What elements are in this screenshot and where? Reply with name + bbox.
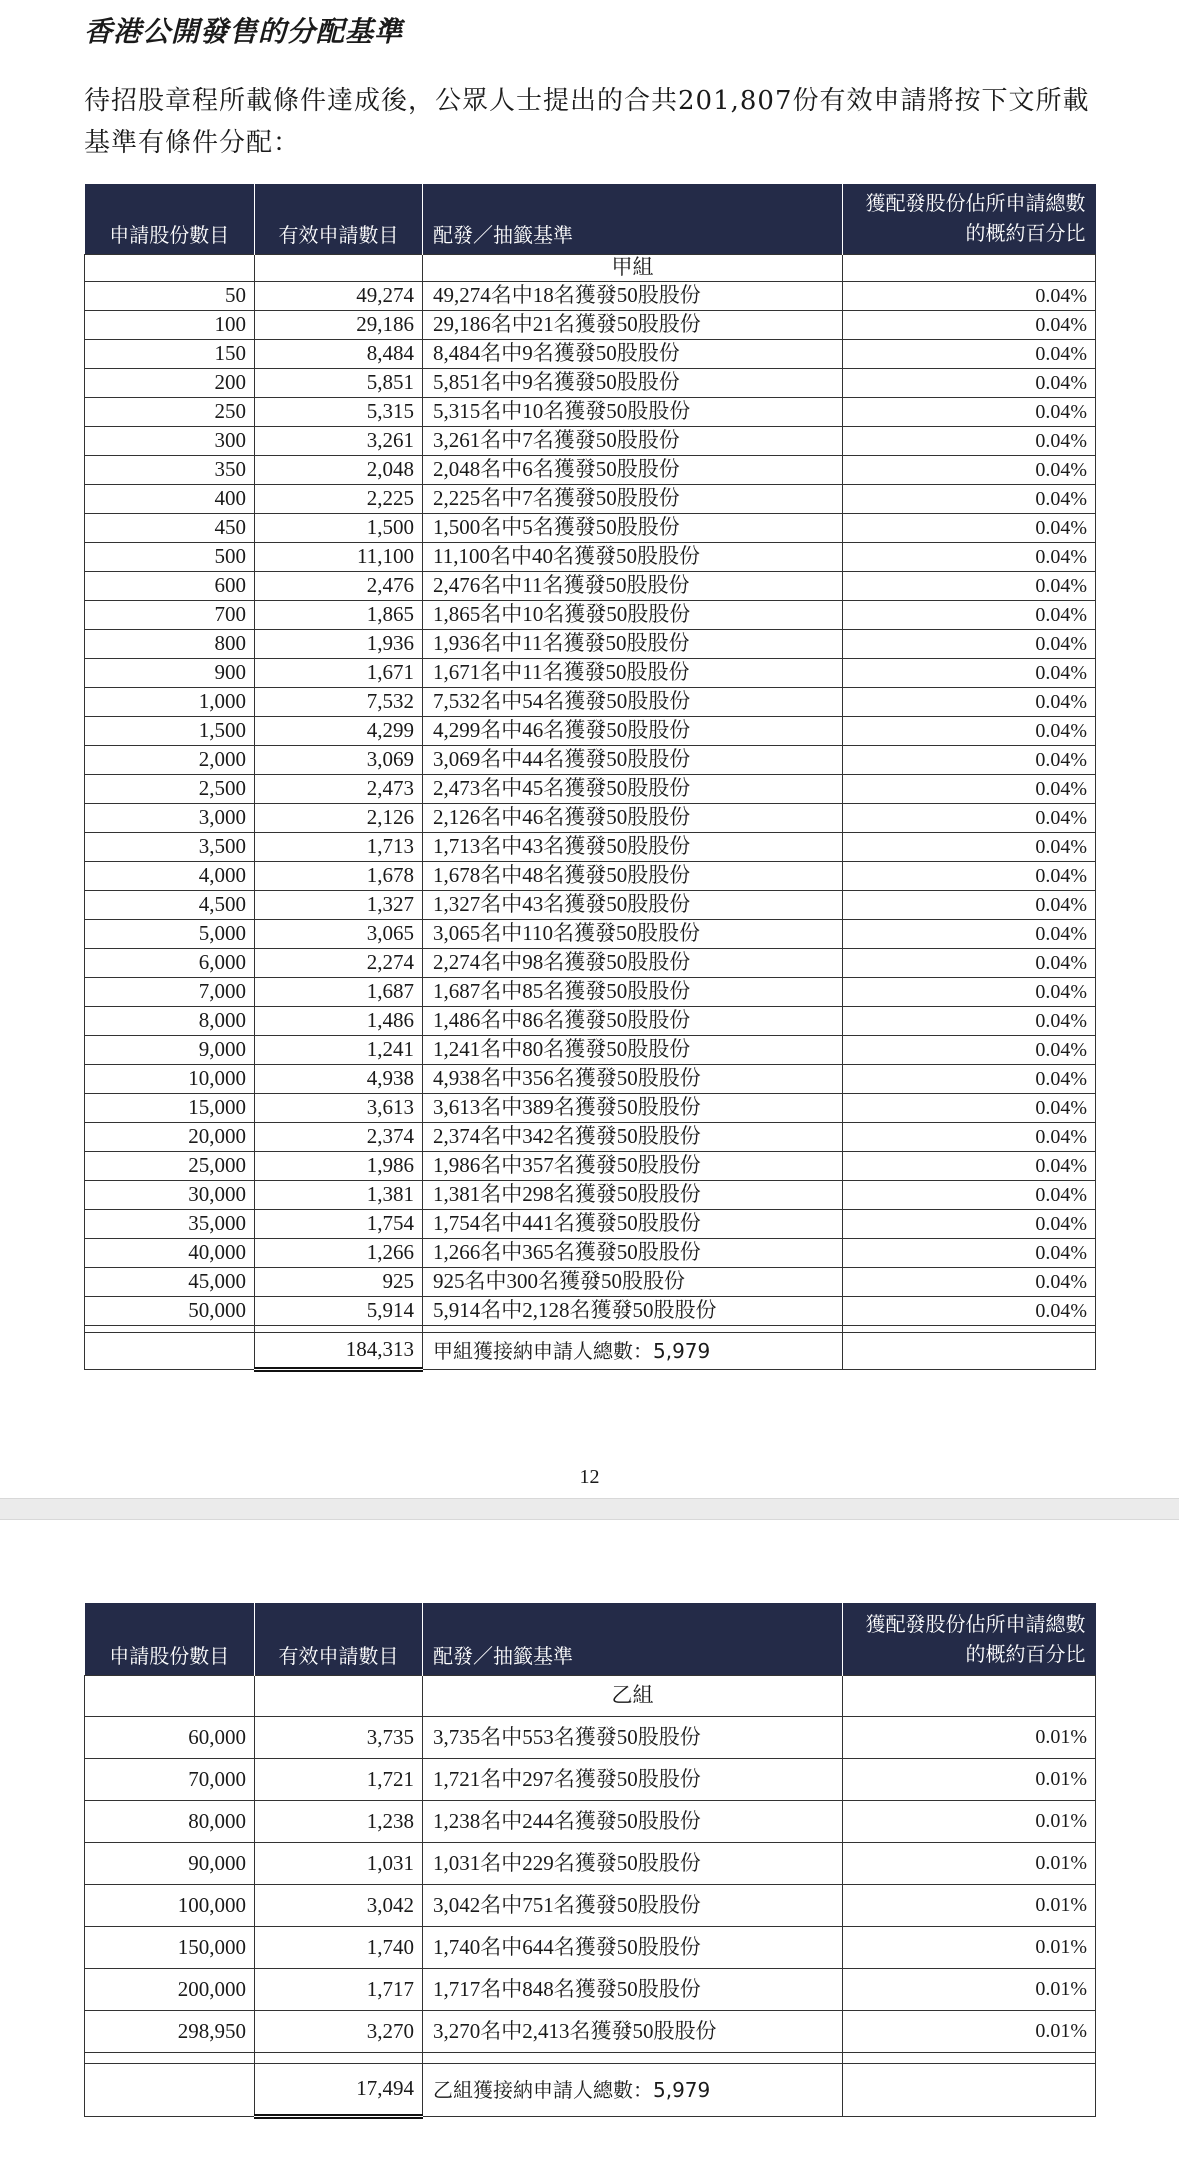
header-pct-line1: 獲配發股份佔所申請總數 — [865, 190, 1086, 215]
basis-cell: 1,754名中441名獲發50股股份 — [423, 1209, 843, 1238]
header-valid-applications: 有效申請數目 — [255, 1603, 423, 1675]
basis-cell: 2,274名中98名獲發50股股份 — [423, 948, 843, 977]
shares-cell: 100 — [85, 310, 255, 339]
table-row — [85, 1151, 1096, 1180]
table-row — [85, 339, 1096, 368]
table-row — [85, 600, 1096, 629]
applications-cell: 3,270 — [255, 2010, 423, 2052]
percentage-cell: 0.04% — [843, 919, 1096, 948]
percentage-cell: 0.04% — [843, 1122, 1096, 1151]
basis-cell: 1,687名中85名獲發50股股份 — [423, 977, 843, 1006]
group-a-label: 甲組 — [423, 254, 843, 281]
header-allocation-basis: 配發／抽籤基準 — [423, 1603, 843, 1675]
header-shares-applied: 申請股份數目 — [85, 1603, 255, 1675]
percentage-cell: 0.04% — [843, 1209, 1096, 1238]
section-title: 香港公開發售的分配基準 — [84, 15, 404, 48]
table-row — [85, 948, 1096, 977]
percentage-cell: 0.01% — [843, 2010, 1096, 2052]
header-allocation-percentage — [843, 1603, 1096, 1675]
basis-cell: 925名中300名獲發50股股份 — [423, 1267, 843, 1296]
applications-cell: 2,476 — [255, 571, 423, 600]
header-valid-applications: 有效申請數目 — [255, 184, 423, 254]
percentage-cell: 0.04% — [843, 455, 1096, 484]
basis-cell: 1,721名中297名獲發50股股份 — [423, 1758, 843, 1800]
percentage-cell: 0.04% — [843, 1093, 1096, 1122]
applications-cell: 3,613 — [255, 1093, 423, 1122]
basis-cell: 11,100名中40名獲發50股股份 — [423, 542, 843, 571]
allocation-table-group-a — [84, 184, 1096, 1372]
basis-cell: 49,274名中18名獲發50股股份 — [423, 281, 843, 310]
shares-cell: 4,500 — [85, 890, 255, 919]
basis-cell: 7,532名中54名獲發50股股份 — [423, 687, 843, 716]
percentage-cell: 0.04% — [843, 687, 1096, 716]
percentage-cell: 0.01% — [843, 1926, 1096, 1968]
shares-cell: 90,000 — [85, 1842, 255, 1884]
table-row — [85, 1800, 1096, 1842]
basis-cell: 1,486名中86名獲發50股股份 — [423, 1006, 843, 1035]
shares-cell: 200 — [85, 368, 255, 397]
table-header-row — [85, 184, 1096, 254]
applications-cell: 2,374 — [255, 1122, 423, 1151]
table-row — [85, 774, 1096, 803]
applications-cell: 1,865 — [255, 600, 423, 629]
page-number: 12 — [579, 1466, 600, 1488]
applications-cell: 5,914 — [255, 1296, 423, 1325]
table-row — [85, 484, 1096, 513]
table-row — [85, 803, 1096, 832]
table-spacer-row — [85, 2052, 1096, 2063]
applications-cell: 2,048 — [255, 455, 423, 484]
basis-cell: 3,065名中110名獲發50股股份 — [423, 919, 843, 948]
percentage-cell: 0.04% — [843, 774, 1096, 803]
shares-cell: 9,000 — [85, 1035, 255, 1064]
shares-cell: 298,950 — [85, 2010, 255, 2052]
applications-cell: 7,532 — [255, 687, 423, 716]
shares-cell: 25,000 — [85, 1151, 255, 1180]
table-row — [85, 1006, 1096, 1035]
table-row — [85, 1758, 1096, 1800]
percentage-cell: 0.04% — [843, 1151, 1096, 1180]
shares-cell: 2,500 — [85, 774, 255, 803]
shares-cell: 40,000 — [85, 1238, 255, 1267]
table-row — [85, 1209, 1096, 1238]
percentage-cell: 0.04% — [843, 542, 1096, 571]
table-row — [85, 1064, 1096, 1093]
shares-cell: 450 — [85, 513, 255, 542]
basis-cell: 1,238名中244名獲發50股股份 — [423, 1800, 843, 1842]
applications-cell: 1,713 — [255, 832, 423, 861]
applications-cell: 1,486 — [255, 1006, 423, 1035]
table-row — [85, 687, 1096, 716]
applications-cell: 1,986 — [255, 1151, 423, 1180]
table-row — [85, 455, 1096, 484]
applications-cell: 2,473 — [255, 774, 423, 803]
shares-cell: 80,000 — [85, 1800, 255, 1842]
basis-cell: 3,735名中553名獲發50股股份 — [423, 1716, 843, 1758]
percentage-cell: 0.04% — [843, 368, 1096, 397]
table-spacer-row — [85, 1325, 1096, 1332]
percentage-cell: 0.04% — [843, 397, 1096, 426]
basis-cell: 1,713名中43名獲發50股股份 — [423, 832, 843, 861]
applications-cell: 4,938 — [255, 1064, 423, 1093]
basis-cell: 1,865名中10名獲發50股股份 — [423, 600, 843, 629]
total-applications: 17,494 — [255, 2063, 423, 2116]
basis-cell: 2,225名中7名獲發50股股份 — [423, 484, 843, 513]
applications-cell: 1,717 — [255, 1968, 423, 2010]
applications-cell: 1,327 — [255, 890, 423, 919]
basis-cell: 1,717名中848名獲發50股股份 — [423, 1968, 843, 2010]
percentage-cell: 0.04% — [843, 281, 1096, 310]
table-row — [85, 1296, 1096, 1325]
table-row — [85, 1842, 1096, 1884]
applications-cell: 1,500 — [255, 513, 423, 542]
applications-cell: 1,381 — [255, 1180, 423, 1209]
group-label-row — [85, 1675, 1096, 1716]
table-row — [85, 1926, 1096, 1968]
header-pct-line2: 的概約百分比 — [965, 1641, 1086, 1666]
shares-cell: 400 — [85, 484, 255, 513]
applications-cell: 1,266 — [255, 1238, 423, 1267]
table-row — [85, 1180, 1096, 1209]
table-row — [85, 281, 1096, 310]
basis-cell: 3,042名中751名獲發50股股份 — [423, 1884, 843, 1926]
table-row — [85, 1035, 1096, 1064]
applications-cell: 1,031 — [255, 1842, 423, 1884]
applications-cell: 5,315 — [255, 397, 423, 426]
percentage-cell: 0.04% — [843, 1296, 1096, 1325]
shares-cell: 30,000 — [85, 1180, 255, 1209]
table-row — [85, 890, 1096, 919]
basis-cell: 2,476名中11名獲發50股股份 — [423, 571, 843, 600]
basis-cell: 3,613名中389名獲發50股股份 — [423, 1093, 843, 1122]
applications-cell: 1,740 — [255, 1926, 423, 1968]
shares-cell: 800 — [85, 629, 255, 658]
table-row — [85, 919, 1096, 948]
table-total-row — [85, 2063, 1096, 2116]
percentage-cell: 0.04% — [843, 1267, 1096, 1296]
percentage-cell: 0.01% — [843, 1842, 1096, 1884]
basis-cell: 3,069名中44名獲發50股股份 — [423, 745, 843, 774]
basis-cell: 4,938名中356名獲發50股股份 — [423, 1064, 843, 1093]
shares-cell: 45,000 — [85, 1267, 255, 1296]
shares-cell: 35,000 — [85, 1209, 255, 1238]
percentage-cell: 0.04% — [843, 629, 1096, 658]
basis-cell: 8,484名中9名獲發50股股份 — [423, 339, 843, 368]
table-row — [85, 426, 1096, 455]
percentage-cell: 0.04% — [843, 339, 1096, 368]
basis-cell: 2,048名中6名獲發50股股份 — [423, 455, 843, 484]
basis-cell: 1,678名中48名獲發50股股份 — [423, 861, 843, 890]
intro-paragraph: 待招股章程所載條件達成後，公眾人士提出的合共201,807份有效申請將按下文所載基準有條件分配： — [84, 86, 1090, 158]
table-row — [85, 2010, 1096, 2052]
table-row — [85, 745, 1096, 774]
table-row — [85, 832, 1096, 861]
percentage-cell: 0.04% — [843, 1064, 1096, 1093]
shares-cell: 700 — [85, 600, 255, 629]
shares-cell: 7,000 — [85, 977, 255, 1006]
percentage-cell: 0.01% — [843, 1758, 1096, 1800]
shares-cell: 4,000 — [85, 861, 255, 890]
shares-cell: 150,000 — [85, 1926, 255, 1968]
percentage-cell: 0.04% — [843, 658, 1096, 687]
shares-cell: 3,500 — [85, 832, 255, 861]
applications-cell: 2,126 — [255, 803, 423, 832]
table-header-row — [85, 1603, 1096, 1675]
basis-cell: 2,126名中46名獲發50股股份 — [423, 803, 843, 832]
basis-cell: 2,374名中342名獲發50股股份 — [423, 1122, 843, 1151]
table-row — [85, 1267, 1096, 1296]
table-row — [85, 542, 1096, 571]
percentage-cell: 0.04% — [843, 832, 1096, 861]
basis-cell: 5,851名中9名獲發50股股份 — [423, 368, 843, 397]
applications-cell: 5,851 — [255, 368, 423, 397]
shares-cell: 150 — [85, 339, 255, 368]
applications-cell: 1,238 — [255, 1800, 423, 1842]
shares-cell: 50 — [85, 281, 255, 310]
table-row — [85, 1093, 1096, 1122]
percentage-cell: 0.01% — [843, 1884, 1096, 1926]
shares-cell: 10,000 — [85, 1064, 255, 1093]
shares-cell: 100,000 — [85, 1884, 255, 1926]
percentage-cell: 0.04% — [843, 484, 1096, 513]
applications-cell: 3,069 — [255, 745, 423, 774]
applications-cell: 1,936 — [255, 629, 423, 658]
applications-cell: 2,274 — [255, 948, 423, 977]
percentage-cell: 0.04% — [843, 890, 1096, 919]
shares-cell: 8,000 — [85, 1006, 255, 1035]
percentage-cell: 0.04% — [843, 745, 1096, 774]
percentage-cell: 0.04% — [843, 600, 1096, 629]
applications-cell: 3,042 — [255, 1884, 423, 1926]
shares-cell: 200,000 — [85, 1968, 255, 2010]
percentage-cell: 0.04% — [843, 861, 1096, 890]
applications-cell: 925 — [255, 1267, 423, 1296]
percentage-cell: 0.04% — [843, 571, 1096, 600]
table-row — [85, 716, 1096, 745]
table-total-row — [85, 1332, 1096, 1369]
header-allocation-percentage — [843, 184, 1096, 254]
shares-cell: 2,000 — [85, 745, 255, 774]
shares-cell: 70,000 — [85, 1758, 255, 1800]
header-shares-applied: 申請股份數目 — [85, 184, 255, 254]
shares-cell: 20,000 — [85, 1122, 255, 1151]
table-row — [85, 1884, 1096, 1926]
shares-cell: 350 — [85, 455, 255, 484]
allocation-table-group-b — [84, 1603, 1096, 2119]
percentage-cell: 0.01% — [843, 1716, 1096, 1758]
basis-cell: 1,740名中644名獲發50股股份 — [423, 1926, 843, 1968]
shares-cell: 600 — [85, 571, 255, 600]
table-row — [85, 1122, 1096, 1151]
applications-cell: 8,484 — [255, 339, 423, 368]
shares-cell: 50,000 — [85, 1296, 255, 1325]
total-applications: 184,313 — [255, 1332, 423, 1369]
shares-cell: 1,500 — [85, 716, 255, 745]
total-successful-applicants: 乙組獲接納申請人總數：5,979 — [423, 2063, 843, 2116]
basis-cell: 1,241名中80名獲發50股股份 — [423, 1035, 843, 1064]
document-page-2 — [0, 1520, 1179, 2176]
shares-cell: 500 — [85, 542, 255, 571]
page-separator — [0, 1498, 1179, 1520]
applications-cell: 1,678 — [255, 861, 423, 890]
table-row — [85, 1716, 1096, 1758]
percentage-cell: 0.01% — [843, 1800, 1096, 1842]
basis-cell: 5,315名中10名獲發50股股份 — [423, 397, 843, 426]
applications-cell: 1,721 — [255, 1758, 423, 1800]
percentage-cell: 0.04% — [843, 716, 1096, 745]
percentage-cell: 0.04% — [843, 803, 1096, 832]
percentage-cell: 0.04% — [843, 1006, 1096, 1035]
basis-cell: 1,266名中365名獲發50股股份 — [423, 1238, 843, 1267]
header-pct-line2: 的概約百分比 — [965, 220, 1086, 245]
table-row — [85, 629, 1096, 658]
table-row — [85, 571, 1096, 600]
table-row — [85, 977, 1096, 1006]
shares-cell: 15,000 — [85, 1093, 255, 1122]
header-pct-line1: 獲配發股份佔所申請總數 — [865, 1611, 1086, 1636]
applications-cell: 11,100 — [255, 542, 423, 571]
shares-cell: 60,000 — [85, 1716, 255, 1758]
basis-cell: 29,186名中21名獲發50股股份 — [423, 310, 843, 339]
table-row — [85, 658, 1096, 687]
shares-cell: 900 — [85, 658, 255, 687]
percentage-cell: 0.04% — [843, 1238, 1096, 1267]
table-row — [85, 397, 1096, 426]
applications-cell: 2,225 — [255, 484, 423, 513]
table-row — [85, 310, 1096, 339]
table-row — [85, 1238, 1096, 1267]
basis-cell: 1,936名中11名獲發50股股份 — [423, 629, 843, 658]
percentage-cell: 0.04% — [843, 513, 1096, 542]
basis-cell: 1,327名中43名獲發50股股份 — [423, 890, 843, 919]
applications-cell: 49,274 — [255, 281, 423, 310]
group-b-label: 乙組 — [423, 1675, 843, 1716]
percentage-cell: 0.01% — [843, 1968, 1096, 2010]
applications-cell: 1,671 — [255, 658, 423, 687]
basis-cell: 3,261名中7名獲發50股股份 — [423, 426, 843, 455]
shares-cell: 250 — [85, 397, 255, 426]
basis-cell: 2,473名中45名獲發50股股份 — [423, 774, 843, 803]
applications-cell: 3,735 — [255, 1716, 423, 1758]
percentage-cell: 0.04% — [843, 977, 1096, 1006]
basis-cell: 1,671名中11名獲發50股股份 — [423, 658, 843, 687]
shares-cell: 3,000 — [85, 803, 255, 832]
percentage-cell: 0.04% — [843, 310, 1096, 339]
table-row — [85, 1968, 1096, 2010]
basis-cell: 3,270名中2,413名獲發50股股份 — [423, 2010, 843, 2052]
applications-cell: 1,687 — [255, 977, 423, 1006]
basis-cell: 1,986名中357名獲發50股股份 — [423, 1151, 843, 1180]
applications-cell: 1,754 — [255, 1209, 423, 1238]
shares-cell: 300 — [85, 426, 255, 455]
table-row — [85, 368, 1096, 397]
total-successful-applicants: 甲組獲接納申請人總數：5,979 — [423, 1332, 843, 1369]
percentage-cell: 0.04% — [843, 426, 1096, 455]
table-row — [85, 861, 1096, 890]
basis-cell: 5,914名中2,128名獲發50股股份 — [423, 1296, 843, 1325]
group-label-row — [85, 254, 1096, 281]
applications-cell: 3,065 — [255, 919, 423, 948]
shares-cell: 6,000 — [85, 948, 255, 977]
header-allocation-basis: 配發／抽籤基準 — [423, 184, 843, 254]
basis-cell: 1,031名中229名獲發50股股份 — [423, 1842, 843, 1884]
applications-cell: 29,186 — [255, 310, 423, 339]
basis-cell: 1,381名中298名獲發50股股份 — [423, 1180, 843, 1209]
percentage-cell: 0.04% — [843, 1035, 1096, 1064]
shares-cell: 1,000 — [85, 687, 255, 716]
percentage-cell: 0.04% — [843, 1180, 1096, 1209]
percentage-cell: 0.04% — [843, 948, 1096, 977]
applications-cell: 1,241 — [255, 1035, 423, 1064]
shares-cell: 5,000 — [85, 919, 255, 948]
basis-cell: 4,299名中46名獲發50股股份 — [423, 716, 843, 745]
applications-cell: 4,299 — [255, 716, 423, 745]
table-row — [85, 513, 1096, 542]
basis-cell: 1,500名中5名獲發50股股份 — [423, 513, 843, 542]
applications-cell: 3,261 — [255, 426, 423, 455]
